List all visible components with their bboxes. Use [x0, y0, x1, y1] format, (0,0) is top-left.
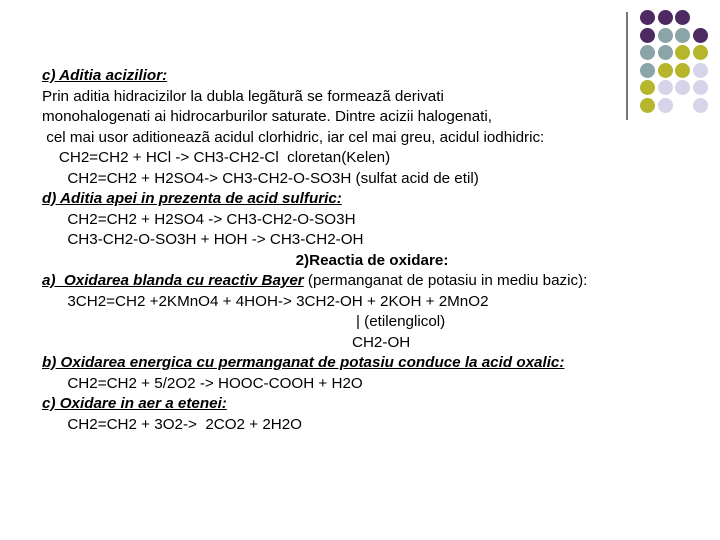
decorative-dot: [693, 45, 708, 60]
equation-kmno4: 3CH2=CH2 +2KMnO4 + 4HOH-> 3CH2-OH + 2KOH + 2MnO2: [42, 292, 489, 310]
heading-a-label: a) Oxidarea blanda cu reactiv Bayer: [42, 272, 304, 289]
text-line: monohalogenati ai hidrocarburilor saturate. Dintre acizii halogenati,: [42, 108, 492, 125]
decorative-dot: [658, 28, 673, 43]
ethylene-glycol-label: | (etilenglicol): [356, 313, 446, 330]
text-line: Prin aditia hidracizilor la dubla legãturã se formeazã derivati: [42, 87, 444, 105]
equation-hcl: CH2=CH2 + HCl -> CH3-CH2-Cl cloretan(Kelen): [42, 149, 391, 166]
section-title-oxidation: 2)Reactia de oxidare:: [295, 251, 449, 269]
ch2-oh-label: CH2-OH: [352, 333, 411, 351]
decorative-dot: [675, 28, 690, 43]
decorative-dot: [658, 10, 673, 25]
equation-combustion: CH2=CH2 + 3O2-> 2CO2 + 2H2O: [42, 415, 302, 433]
equation-line: CH3-CH2-O-SO3H + HOH -> CH3-CH2-OH: [42, 231, 364, 248]
decorative-dot: [675, 45, 690, 60]
heading-a-mild-oxidation: [42, 271, 702, 292]
heading-c-addition-of-acids: c) Aditia acizilior:: [42, 67, 168, 84]
decorative-dot: [675, 10, 690, 25]
equation-line: CH2=CH2 + H2SO4 -> CH3-CH2-O-SO3H: [42, 210, 356, 228]
heading-d-addition-of-water: d) Aditia apei in prezenta de acid sulfuric:: [42, 190, 342, 207]
text-line: cel mai usor aditioneazã acidul clorhidric, iar cel mai greu, acidul iodhidric:: [42, 128, 545, 146]
heading-b-energetic-oxidation: b) Oxidarea energica cu permanganat de potasiu conduce la acid oxalic:: [42, 354, 565, 371]
decorative-dot: [693, 28, 708, 43]
heading-c-air-oxidation: c) Oxidare in aer a etenei:: [42, 395, 227, 412]
equation-h2so4: CH2=CH2 + H2SO4-> CH3-CH2-O-SO3H (sulfat acid de etil): [42, 169, 479, 187]
slide-content: [42, 66, 702, 435]
decorative-dot: [640, 28, 655, 43]
heading-a-note: (permanganat de potasiu in mediu bazic):: [303, 272, 588, 289]
equation-oxalic: CH2=CH2 + 5/2O2 -> HOOC-COOH + H2O: [42, 374, 363, 392]
decorative-dot: [640, 45, 655, 60]
decorative-dot: [658, 45, 673, 60]
decorative-dot: [640, 10, 655, 25]
